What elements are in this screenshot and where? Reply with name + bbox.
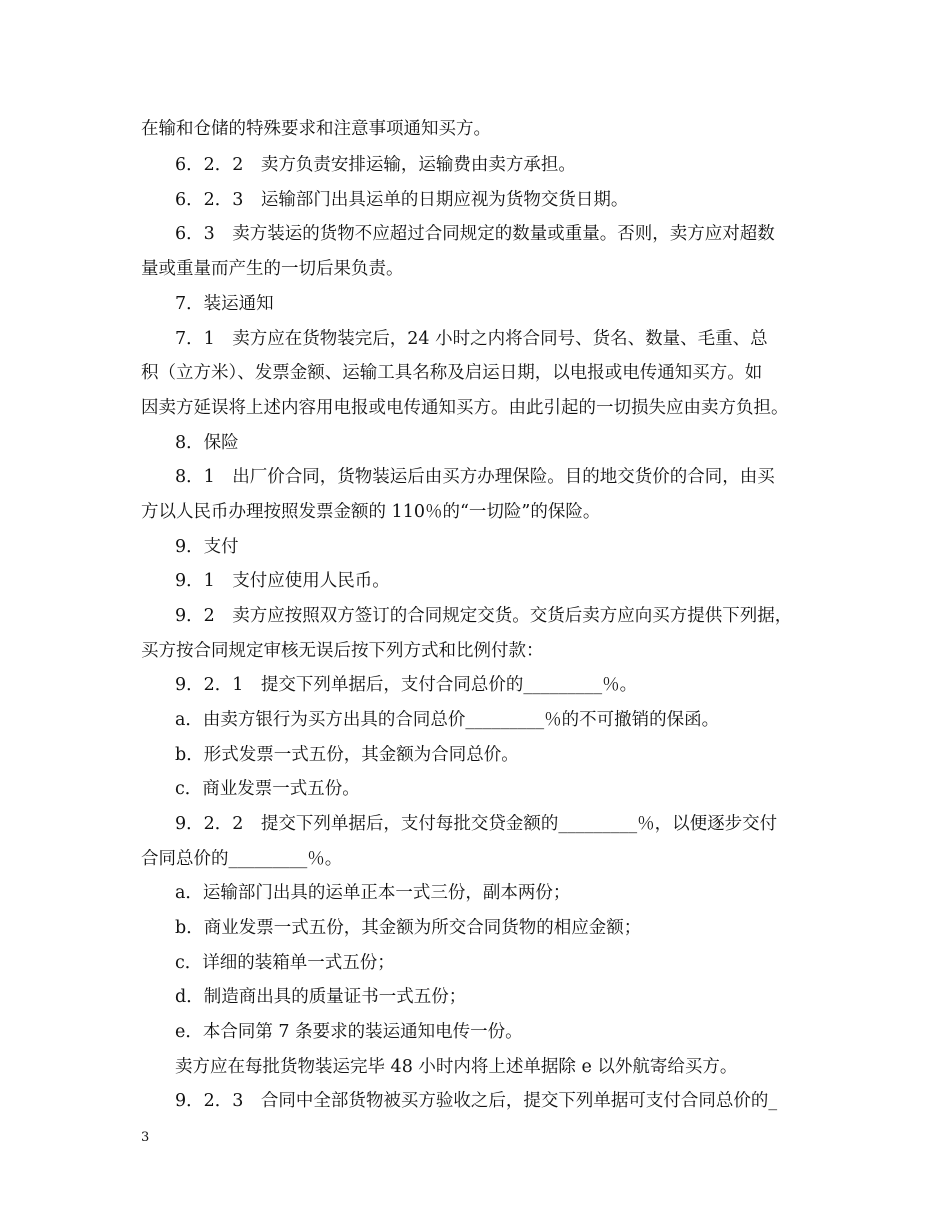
text-line: 7．1 卖方应在货物装完后，24 小时之内将合同号、货名、数量、毛重、总 xyxy=(175,329,768,349)
section-heading: 9．支付 xyxy=(175,537,239,557)
text-line: 买方按合同规定审核无误后按下列方式和比例付款： xyxy=(141,641,544,661)
text-line: a．运输部门出具的运单正本一式三份，副本两份； xyxy=(175,883,571,903)
text-line: 在输和仓储的特殊要求和注意事项通知买方。 xyxy=(141,119,491,139)
text-line: 合同总价的_________％。 xyxy=(141,849,343,869)
page-number: 3 xyxy=(141,1130,150,1145)
text-line: 9．1 支付应使用人民币。 xyxy=(175,571,390,591)
text-line: 因卖方延误将上述内容用电报或电传通知买方。由此引起的一切损失应由卖方负担。 xyxy=(141,398,789,418)
text-line: 9．2．1 提交下列单据后，支付合同总价的_________％。 xyxy=(175,675,638,695)
text-line: e．本合同第 7 条要求的装运通知电传一份。 xyxy=(175,1022,523,1042)
text-line: 积（立方米）、发票金额、运输工具名称及启运日期，以电报或电传通知买方。如 xyxy=(141,363,763,383)
text-line: c．详细的装箱单一式五份； xyxy=(175,953,395,973)
text-line: 9．2．3 合同中全部货物被买方验收之后，提交下列单据可支付合同总价的_ xyxy=(175,1091,778,1111)
text-line: d．制造商出具的质量证书一式五份； xyxy=(175,987,467,1007)
text-line: b．商业发票一式五份，其金额为所交合同货物的相应金额； xyxy=(175,918,642,938)
text-line: 9．2 卖方应按照双方签订的合同规定交货。交货后卖方应向买方提供下列据， xyxy=(175,606,793,626)
text-line: 6．2．2 卖方负责安排运输，运输费由卖方承担。 xyxy=(175,155,576,175)
text-line: 方以人民币办理按照发票金额的 110％的“一切险”的保险。 xyxy=(141,502,601,522)
text-line: b．形式发票一式五份，其金额为合同总价。 xyxy=(175,745,519,765)
section-heading: 8．保险 xyxy=(175,433,239,453)
text-line: 6．3 卖方装运的货物不应超过合同规定的数量或重量。否则，卖方应对超数 xyxy=(175,224,775,244)
text-line: c．商业发票一式五份。 xyxy=(175,779,360,799)
text-line: 量或重量而产生的一切后果负责。 xyxy=(141,259,404,279)
text-line: 6．2．3 运输部门出具运单的日期应视为货物交货日期。 xyxy=(175,190,629,210)
text-line: 8．1 出厂价合同，货物装运后由买方办理保险。目的地交货价的合同，由买 xyxy=(175,467,775,487)
text-line: 9．2．2 提交下列单据后，支付每批交贷金额的_________％，以便逐步交付 xyxy=(175,814,778,834)
text-line: 卖方应在每批货物装运完毕 48 小时内将上述单据除 e 以外航寄给买方。 xyxy=(175,1057,738,1077)
text-line: a．由卖方银行为买方出具的合同总价_________％的不可撤销的保函。 xyxy=(175,710,720,730)
section-heading: 7．装运通知 xyxy=(175,294,274,314)
